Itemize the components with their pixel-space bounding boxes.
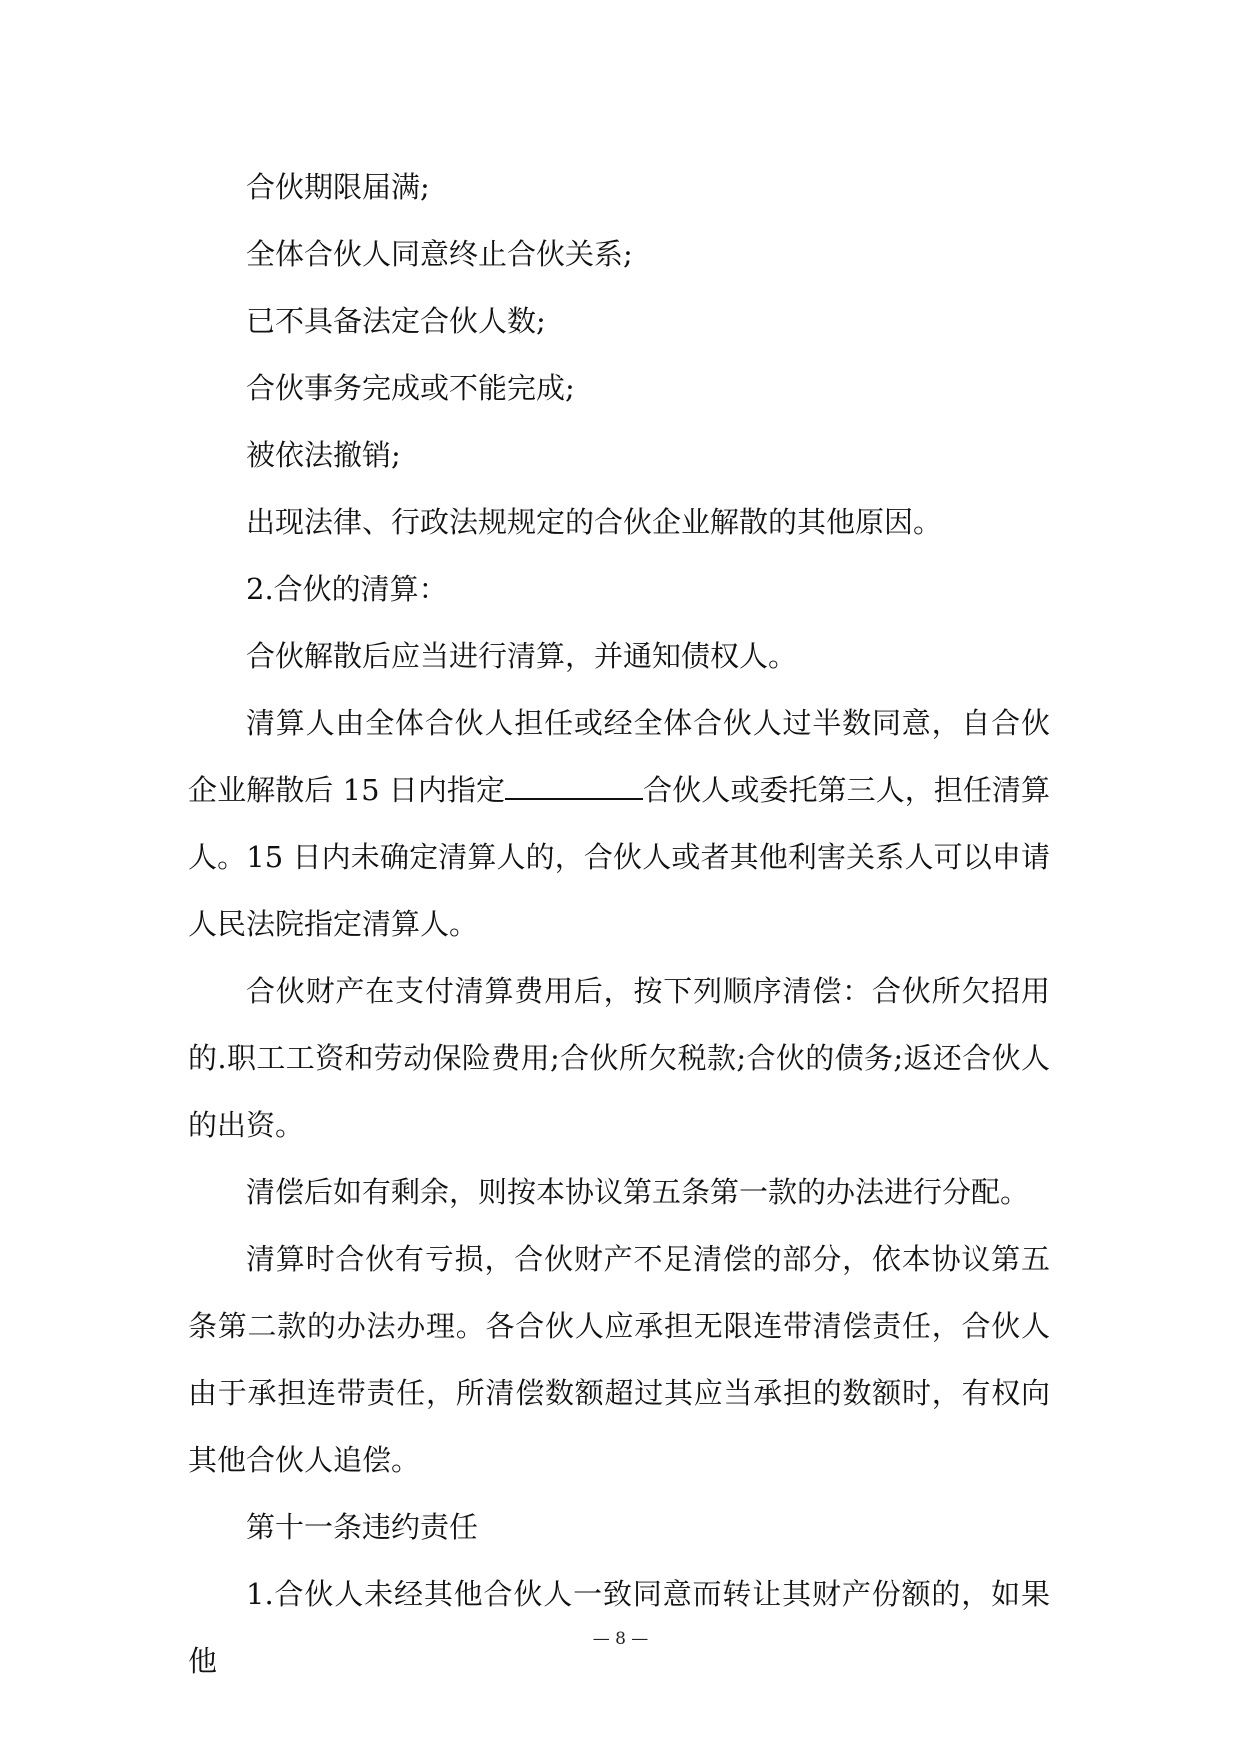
paragraph-loss: 清算时合伙有亏损，合伙财产不足清偿的部分，依本协议第五条第二款的办法办理。各合伙人应承担无限连带清偿责任，合伙人由于承担连带责任，所清偿数额超过其应当承担的数额时，有权向其他合伙人追偿。 — [188, 1242, 1050, 1477]
section-heading-liquidation: 2.合伙的清算： — [246, 572, 448, 606]
paragraph-revoked: 被依法撤销; — [246, 438, 401, 472]
paragraph-all-agree: 全体合伙人同意终止合伙关系; — [246, 237, 633, 271]
paragraph-other-reasons: 出现法律、行政法规规定的合伙企业解散的其他原因。 — [246, 505, 943, 539]
paragraph-surplus: 清偿后如有剩余，则按本协议第五条第一款的办法进行分配。 — [246, 1175, 1030, 1209]
paragraph-transfer-breach: 1.合伙人未经其他合伙人一致同意而转让其财产份额的，如果他 — [188, 1577, 1050, 1678]
fill-in-blank[interactable] — [505, 774, 643, 800]
paragraph-term-expired: 合伙期限届满; — [246, 170, 430, 204]
liquidator-text-after: 合伙人或委托第三人，担任清算人。15 日内未确定清算人的，合伙人或者其他利害关系人可以申请人民法院指定清算人。 — [188, 773, 1050, 941]
paragraph-repayment-order: 合伙财产在支付清算费用后，按下列顺序清偿：合伙所欠招用的.职工工资和劳动保险费用;合伙所欠税款;合伙的债务;返还合伙人的出资。 — [188, 974, 1050, 1142]
paragraph-liquidator — [188, 690, 1050, 958]
paragraph-insufficient-partners: 已不具备法定合伙人数; — [246, 304, 546, 338]
article-heading-breach: 第十一条违约责任 — [246, 1510, 479, 1544]
paragraph-notify-creditors: 合伙解散后应当进行清算，并通知债权人。 — [246, 639, 798, 673]
document-body — [188, 154, 1050, 1695]
liquidator-text-before: 清算人由全体合伙人担任或经全体合伙人过半数同意，自合伙企业解散后 15 日内指定 — [188, 706, 1050, 807]
page-number: — 8 — — [592, 1629, 649, 1649]
paragraph-business-complete: 合伙事务完成或不能完成; — [246, 371, 575, 405]
